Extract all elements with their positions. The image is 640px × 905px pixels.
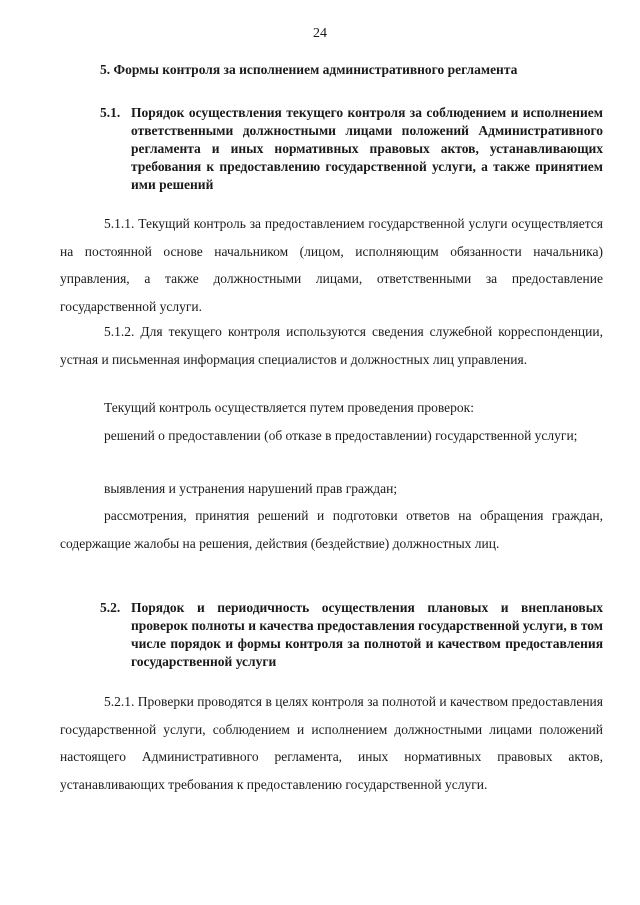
subsection-title: Порядок и периодичность осуществления плановых и внеплановых проверок полноты и качества предоставления государственной услуги, в том числе порядок и формы контроля за полнотой и качеством предоставления государственной услуги [131, 600, 603, 669]
subsection-heading-5-2 [100, 599, 603, 671]
page-number: 24 [313, 26, 327, 41]
subsection-title: Порядок осуществления текущего контроля за соблюдением и исполнением ответственными должностными лицами положений Административного регламента и иных нормативных правовых актов, устанавливающих требования к предоставлению государственной услуги, а также принятием ими решений [131, 105, 603, 192]
paragraph-check-complaints: рассмотрения, принятия решений и подготовки ответов на обращения граждан, содержащие жалобы на решения, действия (бездействие) должностных лиц. [60, 508, 603, 551]
paragraph-5-2-1: 5.2.1. Проверки проводятся в целях контроля за полнотой и качеством предоставления государственной услуги, соблюдением и исполнением должностными лицами положений настоящего Административного регламента, иных нормативных правовых актов, устанавливающих требования к предоставлению государственной услуги. [60, 694, 603, 792]
section-title: 5. Формы контроля за исполнением административного регламента [100, 62, 518, 77]
paragraph-5-1-2: 5.1.2. Для текущего контроля используются сведения служебной корреспонденции, устная и письменная информация специалистов и должностных лиц управления. [60, 324, 603, 367]
subsection-heading-5-1 [100, 104, 603, 194]
subsection-number: 5.2. [100, 600, 121, 615]
paragraph-check-violations: выявления и устранения нарушений прав граждан; [104, 481, 398, 496]
paragraph-check-decisions: решений о предоставлении (об отказе в предоставлении) государственной услуги; [104, 428, 578, 443]
paragraph-control-intro: Текущий контроль осуществляется путем проведения проверок: [104, 400, 474, 415]
paragraph-5-1-1: 5.1.1. Текущий контроль за предоставлением государственной услуги осуществляется на постоянной основе начальником (лицом, исполняющим обязанности начальника) управления, а также должностными лицами, ответственными за предоставление государственной услуги. [60, 216, 603, 314]
subsection-number: 5.1. [100, 105, 121, 120]
